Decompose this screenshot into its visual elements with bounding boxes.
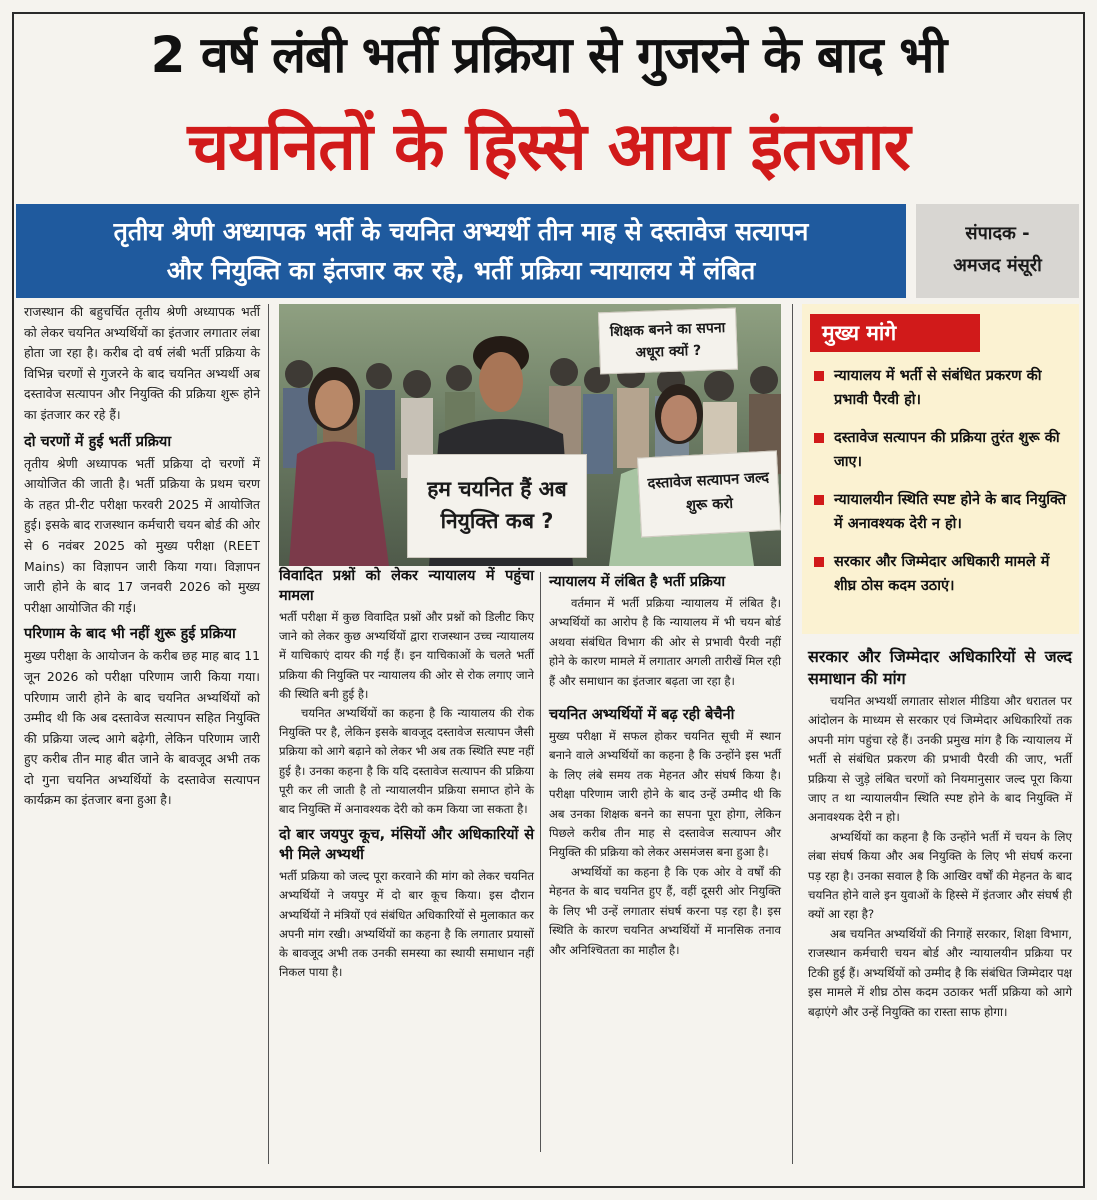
headline-line-1: 2 वर्ष लंबी भर्ती प्रक्रिया से गुजरने के बाद भी bbox=[150, 26, 947, 84]
body-paragraph: अभ्यर्थियों का कहना है कि उन्होंने भर्ती में चयन के लिए लंबा संघर्ष किया और अब नियुक्ति के लिए भी संघर्ष करना पड़ रहा है। उनका सवाल है कि आखिर वर्षों की मेहनत के बाद चयनित होने वाले इन युवाओं के हिस्से में इंतजार और संघर्ष ही क्यों आ रहा है? bbox=[808, 829, 1072, 922]
demands-title: मुख्य मांगे bbox=[810, 314, 980, 352]
demand-item: न्यायालय में भर्ती से संबंधित प्रकरण की प्रभावी पैरवी हो। bbox=[814, 364, 1072, 412]
bullet-square-icon bbox=[814, 495, 824, 505]
article-column-1 bbox=[24, 302, 260, 811]
body-paragraph: चयनित अभ्यर्थी लगातार सोशल मीडिया और धरातल पर आंदोलन के माध्यम से सरकार एवं जिम्मेदार अधिकारियों तक अपनी मांग पहुंचा रहे हैं। उनकी प्रमुख मांग है कि न्यायालय में भर्ती से संबंधित प्रकरण की प्रभावी पैरवी की जाए, भर्ती प्रक्रिया से जुड़े लंबित चरणों को नियमानुसार जल्द पूरा किया जाए त था न्यायालयीन स्थिति स्पष्ट होने के बाद नियुक्ति में अनावश्यक देरी न हो। bbox=[808, 694, 1072, 825]
section-heading: परिणाम के बाद भी नहीं शुरू हुई प्रक्रिया bbox=[24, 626, 236, 643]
intro-paragraph: राजस्थान की बहुचर्चित तृतीय श्रेणी अध्यापक भर्ती को लेकर चयनित अभ्यर्थियों का इंतजार लगातार लंबा होता जा रहा है। करीब दो वर्ष लंबी भर्ती प्रक्रिया के विभिन्न चरणों से गुजरने के बाद चयनित अभ्यर्थी अब दस्तावेज सत्यापन और नियुक्ति की प्रक्रिया शुरू होने का इंतजार कर रहे हैं। bbox=[24, 304, 260, 422]
body-paragraph: मुख्य परीक्षा के आयोजन के करीब छह माह बाद 11 जून 2026 को परीक्षा परिणाम जारी किया गया। परिणाम जारी होने के बाद चयनित अभ्यर्थियों को उम्मीद थी कि अब दस्तावेज सत्यापन सहित नियुक्ति की प्रक्रिया जल्द आगे बढ़ेगी, लेकिन परिणाम जारी हुए करीब तीन माह बीत जाने के बावजूद अभी तक दो गुना चयनित अभ्यर्थियों के दस्तावेज सत्यापन कार्यक्रम का इंतजार बना हुआ है। bbox=[24, 648, 260, 808]
protest-photo bbox=[279, 304, 781, 566]
headline-line-2: चयनितों के हिस्से आया इंतजार bbox=[187, 108, 910, 185]
placard-center: हम चयनित हैं अब नियुक्ति कब ? bbox=[407, 454, 587, 558]
section-heading: विवादित प्रश्नों को लेकर न्यायालय में पहुंचा मामला bbox=[279, 568, 534, 604]
demands-list bbox=[814, 364, 1072, 612]
bullet-square-icon bbox=[814, 371, 824, 381]
body-paragraph: अभ्यर्थियों का कहना है कि एक ओर वे वर्षों की मेहनत के बाद चयनित हुए हैं, वहीं दूसरी ओर नियुक्ति के लिए भी उन्हें लगातार संघर्ष करना पड़ रहा है। इस स्थिति के कारण चयनित अभ्यर्थियों में मानसिक तनाव और अनिश्चितता का माहौल है। bbox=[549, 864, 781, 957]
subheadline-line-1: तृतीय श्रेणी अध्यापक भर्ती के चयनित अभ्यर्थी तीन माह से दस्तावेज सत्यापन bbox=[113, 217, 809, 246]
editor-credit bbox=[916, 204, 1079, 298]
demand-item: न्यायालयीन स्थिति स्पष्ट होने के बाद नियुक्ति में अनावश्यक देरी न हो। bbox=[814, 488, 1072, 536]
bullet-square-icon bbox=[814, 557, 824, 567]
section-heading: सरकार और जिम्मेदार अधिकारियों से जल्द समाधान की मांग bbox=[808, 647, 1072, 688]
section-heading: दो बार जयपुर कूच, मंसियों और अधिकारियों से भी मिले अभ्यर्थी bbox=[279, 827, 534, 864]
column-divider bbox=[268, 304, 269, 1164]
subheadline-line-2: और नियुक्ति का इंतजार कर रहे, भर्ती प्रक्रिया न्यायालय में लंबित bbox=[166, 256, 756, 285]
column-divider bbox=[540, 572, 541, 1152]
editor-name: अमजद मंसूरी bbox=[953, 255, 1042, 276]
section-heading: दो चरणों में हुई भर्ती प्रक्रिया bbox=[24, 433, 172, 450]
body-paragraph: चयनित अभ्यर्थियों का कहना है कि न्यायालय की रोक नियुक्ति पर है, लेकिन इसके बावजूद दस्तावेज सत्यापन जैसी प्रक्रिया को आगे बढ़ाने को लेकर भी अब तक स्थिति स्पष्ट नहीं हुई है। उनका कहना है कि यदि दस्तावेज सत्यापन की प्रक्रिया पूरी कर ली जाती है तो न्यायालयीन प्रक्रिया समाप्त होने के बाद नियुक्ति में अनावश्यक देरी को कम किया जा सकता है। bbox=[279, 706, 534, 817]
demands-box bbox=[802, 304, 1079, 634]
body-paragraph: मुख्य परीक्षा में सफल होकर चयनित सूची में स्थान बनाने वाले अभ्यर्थियों का कहना है कि उन्होंने इस भर्ती के लिए लंबे समय तक मेहनत और संघर्ष किया है। परीक्षा परिणाम जारी होने के बाद उन्हें उम्मीद थी कि अब उनका शिक्षक बनने का सपना पूरा होगा, लेकिन पिछले करीब तीन माह से दस्तावेज सत्यापन और नियुक्ति की प्रक्रिया को लेकर असमंजस बना हुआ है। bbox=[549, 729, 781, 860]
placard-top: शिक्षक बनने का सपना अधूरा क्यों ? bbox=[598, 308, 738, 375]
body-paragraph: वर्तमान में भर्ती प्रक्रिया न्यायालय में लंबित है। अभ्यर्थियों का आरोप है कि न्यायालय में भी चयन बोर्ड अथवा संबंधित विभाग की ओर से प्रभावी पैरवी नहीं होने के कारण मामले में लगातार अगली तारीखें मिल रही हैं और समाधान का इंतजार बढ़ता जा रहा है। bbox=[549, 596, 781, 688]
body-paragraph: भर्ती प्रक्रिया को जल्द पूरा करवाने की मांग को लेकर चयनित अभ्यर्थियों ने जयपुर में दो बार कूच किया। इस दौरान अभ्यर्थियों ने मंत्रियों एवं संबंधित अधिकारियों से मुलाकात कर अपनी मांग रखी। अभ्यर्थियों का कहना है कि लगातार प्रयासों के बावजूद अभी तक उनकी समस्या का स्थायी समाधान नहीं निकल पाया है। bbox=[279, 869, 534, 980]
bullet-square-icon bbox=[814, 433, 824, 443]
column-divider bbox=[792, 304, 793, 1164]
subheadline-banner bbox=[16, 204, 906, 298]
section-heading: चयनित अभ्यर्थियों में बढ़ रही बेचैनी bbox=[549, 707, 735, 724]
section-heading: न्यायालय में लंबित है भर्ती प्रक्रिया bbox=[549, 574, 726, 590]
article-column-4 bbox=[808, 646, 1072, 1022]
article-column-3 bbox=[549, 572, 781, 960]
demand-item: दस्तावेज सत्यापन की प्रक्रिया तुरंत शुरू की जाए। bbox=[814, 426, 1072, 474]
article-column-2 bbox=[279, 566, 534, 982]
body-paragraph: तृतीय श्रेणी अध्यापक भर्ती प्रक्रिया दो चरणों में आयोजित की जाती है। भर्ती प्रक्रिया के प्रथम चरण के तहत प्री-रीट परीक्षा फरवरी 2025 में आयोजित हुई। इसके बाद राजस्थान कर्मचारी चयन बोर्ड की ओर से 6 नवंबर 2025 को मुख्य परीक्षा (REET Mains) का विज्ञापन जारी किया गया। विज्ञापन जारी होने के बाद 17 जनवरी 2026 को मुख्य परीक्षा आयोजित की गई। bbox=[24, 455, 260, 615]
editor-label: संपादक - bbox=[965, 223, 1030, 244]
body-paragraph: अब चयनित अभ्यर्थियों की निगाहें सरकार, शिक्षा विभाग, राजस्थान कर्मचारी चयन बोर्ड और न्यायालयीन प्रक्रिया पर टिकी हुई हैं। अभ्यर्थियों को उम्मीद है कि संबंधित जिम्मेदार पक्ष इस मामले में शीघ्र ठोस कदम उठाकर भर्ती प्रक्रिया को आगे बढ़ाएंगे और उन्हें नियुक्ति का रास्ता साफ होगा। bbox=[808, 926, 1072, 1019]
placard-right: दस्तावेज सत्यापन जल्द शुरू करो bbox=[637, 450, 781, 537]
body-paragraph: भर्ती परीक्षा में कुछ विवादित प्रश्नों और प्रश्नों को डिलीट किए जाने को लेकर कुछ अभ्यर्थियों द्वारा राजस्थान उच्च न्यायालय में याचिकाएं दायर की गई हैं। इन याचिकाओं के चलते भर्ती प्रक्रिया की नियुक्ति पर न्यायालय की ओर से रोक लगाए जाने की स्थिति बनी हुई है। bbox=[279, 610, 534, 701]
demand-item: सरकार और जिम्मेदार अधिकारी मामले में शीघ्र ठोस कदम उठाएं। bbox=[814, 550, 1072, 598]
